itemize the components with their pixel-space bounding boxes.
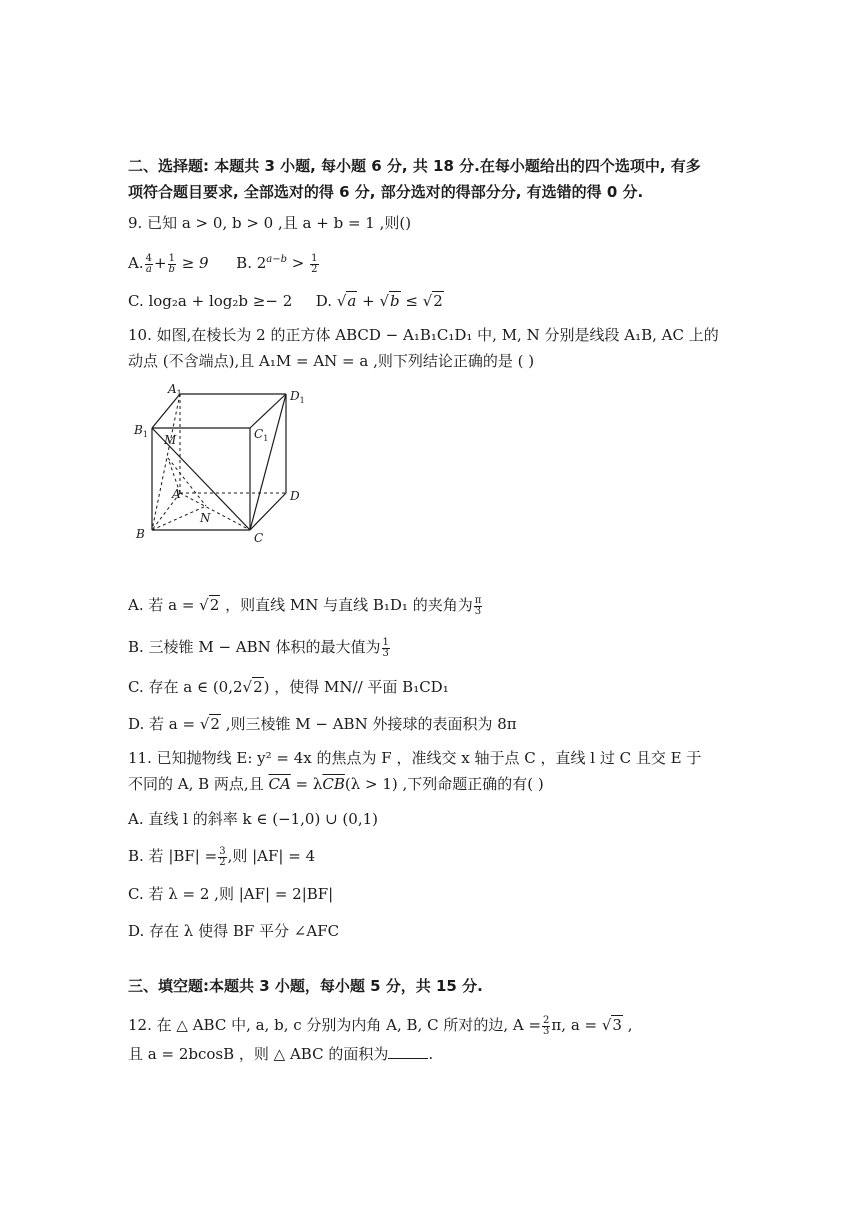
- q11-stem-line2: 不同的 A, B 两点,且 $\overline{CA} = \lambda\overline{CB}(\lambda > 1)$ ,下列命题正确的有( ): [128, 775, 544, 793]
- q11-option-c: C. 若 λ = 2 ,则 |AF| = 2|BF|: [128, 885, 334, 903]
- q10-option-a: A. 若 a = √2 ，则直线 MN 与直线 B₁D₁ 的夹角为 $\frac{\pi}{3}$: [128, 594, 482, 617]
- q10-option-d: D. 若 a = √2 ,则三棱锥 M − ABN 外接球的表面积为 8π: [128, 715, 517, 733]
- q9-a-frac2: $\frac{1}{b}$: [168, 252, 175, 275]
- q9-options-ab: A. $\frac{4}{a}$ + $\frac{1}{b}$ ≥ 9 B. $2^{a-b}$ > $\frac{1}{2}$: [128, 252, 318, 275]
- q12-line2: 且 a = 2bcosB ，则 △ ABC 的面积为 .: [128, 1045, 434, 1063]
- cube-figure: [130, 378, 320, 550]
- label-M: M: [164, 433, 177, 447]
- q10-option-b: B. 三棱锥 M − ABN 体积的最大值为 $\frac{1}{3}$: [128, 636, 389, 659]
- label-N: N: [200, 511, 211, 525]
- q10-stem-line2: 动点 (不含端点),且 A₁M = AN = a ,则下列结论正确的是 ( ): [128, 352, 535, 370]
- label-C1: $C_1$: [254, 427, 269, 443]
- q9-a-tail: ≥ 9: [181, 254, 209, 272]
- q11-option-a: A. 直线 l 的斜率 k ∈ (−1,0) ∪ (0,1): [128, 810, 378, 828]
- q9-stem: 9. 已知 a > 0, b > 0 ,且 a + b = 1 ,则(): [128, 214, 412, 232]
- section2-heading-line2: 项符合题目要求, 全部选对的得 6 分, 部分选对的得部分分, 有选错的得 0 分.: [128, 183, 644, 201]
- label-B1: $B_1$: [134, 423, 148, 439]
- label-A1: $A_1$: [168, 382, 182, 398]
- q9-b-prefix: B. 2: [236, 254, 267, 272]
- q12-line1: 12. 在 △ ABC 中, a, b, c 分别为内角 A, B, C 所对的边, A = $\frac{2}{3}$ π, a = √3 ,: [128, 1014, 633, 1037]
- answer-blank[interactable]: [388, 1044, 428, 1059]
- q9-options-cd: C. log₂a + log₂b ≥− 2 D. √a + √b ≤ √2: [128, 292, 443, 310]
- label-B: B: [136, 527, 145, 541]
- q9-c: C. log₂a + log₂b ≥− 2: [128, 292, 293, 310]
- label-C: C: [254, 531, 264, 545]
- q11-option-b: B. 若 |BF| = $\frac{3}{2}$ ,则 |AF| = 4: [128, 845, 316, 868]
- q11-option-d: D. 存在 λ 使得 BF 平分 ∠AFC: [128, 922, 340, 940]
- label-D: D: [290, 489, 300, 503]
- q10-stem-line1: 10. 如图,在棱长为 2 的正方体 ABCD − A₁B₁C₁D₁ 中, M, N 分别是线段 A₁B, AC 上的: [128, 326, 719, 344]
- q9-a-frac1: $\frac{4}{a}$: [145, 252, 152, 275]
- q11-stem-line1: 11. 已知抛物线 E: y² = 4x 的焦点为 F ，准线交 x 轴于点 C ，直线 l 过 C 且交 E 于: [128, 749, 702, 767]
- q9-a-prefix: A.: [128, 254, 144, 272]
- label-D1: $D_1$: [290, 389, 305, 405]
- label-A: A: [172, 487, 181, 501]
- section2-heading-line1: 二、选择题: 本题共 3 小题, 每小题 6 分, 共 18 分.在每小题给出的四个选项中, 有多: [128, 157, 701, 175]
- q9-b-frac: $\frac{1}{2}$: [311, 252, 318, 275]
- q10-option-c: C. 存在 a ∈ (0,2√2) ，使得 MN// 平面 B₁CD₁: [128, 678, 449, 696]
- section3-heading: 三、填空题:本题共 3 小题，每小题 5 分，共 15 分.: [128, 977, 483, 995]
